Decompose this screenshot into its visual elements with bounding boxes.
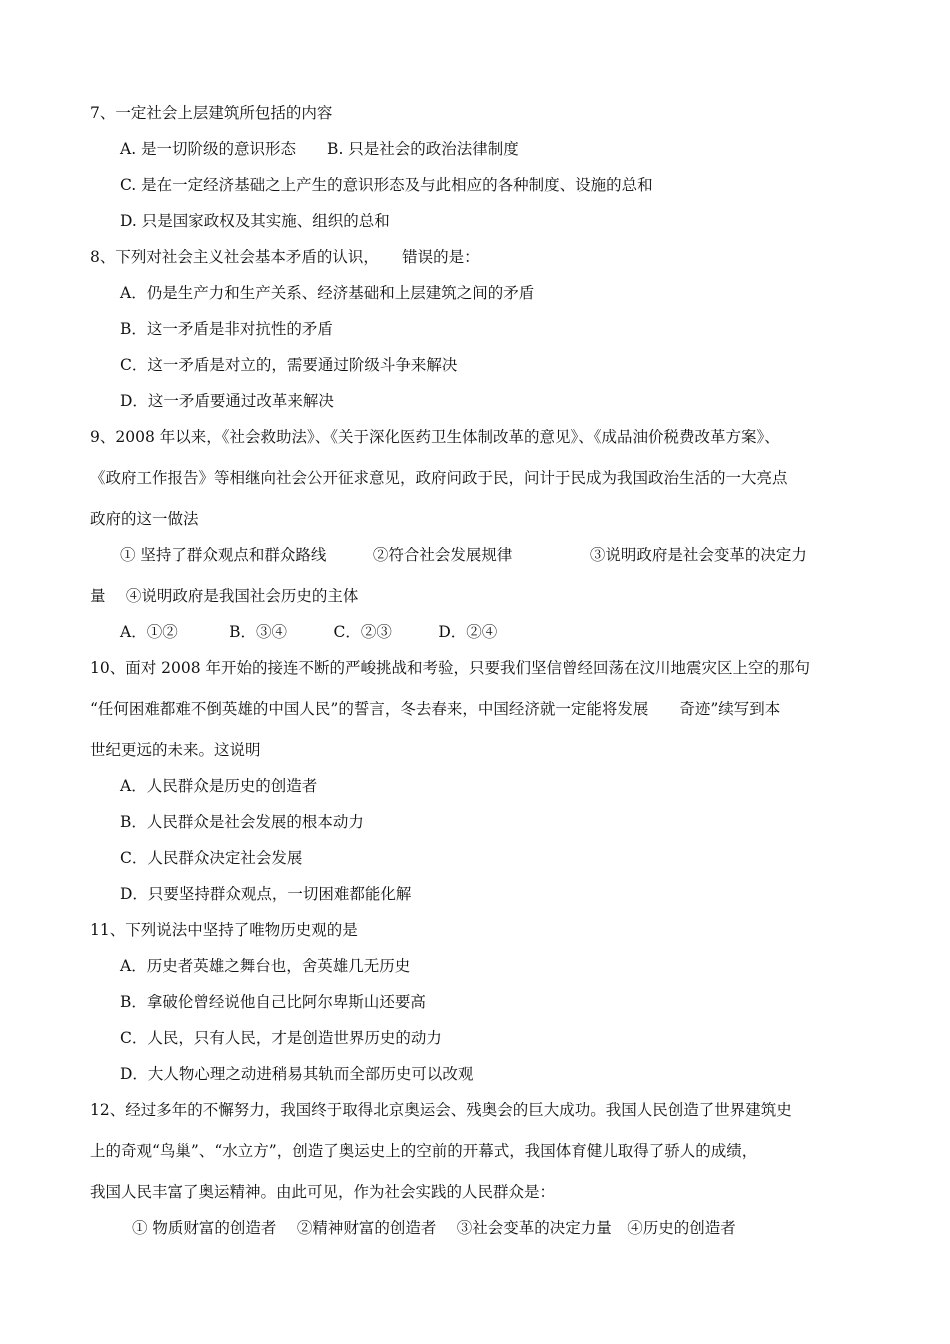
q11-option-a: A．历史者英雄之舞台也，舍英雄几无历史 xyxy=(120,957,411,975)
q10-option-d: D．只要坚持群众观点，一切困难都能化解 xyxy=(120,885,412,903)
q8-option-b: B．这一矛盾是非对抗性的矛盾 xyxy=(120,320,333,338)
q12-stem-line1: 12、经过多年的不懈努力，我国终于取得北京奥运会、残奥会的巨大成功。我国人民创造了世界建筑史 xyxy=(90,1101,792,1119)
q9-answers: A．①② B．③④ C．②③ D．②④ xyxy=(120,623,498,641)
q8-stem: 8、下列对社会主义社会基本矛盾的认识， 错误的是： xyxy=(90,248,480,266)
q12-stem-line3: 我国人民丰富了奥运精神。由此可见，作为社会实践的人民群众是： xyxy=(90,1183,556,1201)
q9-stem-line1: 9、2008 年以来，《社会救助法》、《关于深化医药卫生体制改革的意见》、《成品油价税费改革方案》、 xyxy=(90,428,780,446)
q9-choices-line1: ① 坚持了群众观点和群众路线 ②符合社会发展规律 ③说明政府是社会变革的决定力 xyxy=(120,546,807,564)
q8-option-a: A．仍是生产力和生产关系、经济基础和上层建筑之间的矛盾 xyxy=(120,284,535,302)
q10-stem-line1: 10、面对 2008 年开始的接连不断的严峻挑战和考验，只要我们坚信曾经回荡在汶川地震灾区上空的那句 xyxy=(90,659,811,677)
q10-stem-line2: “任何困难都难不倒英雄的中国人民”的誓言，冬去春来，中国经济就一定能将发展 奇迹”续写到本 xyxy=(90,700,781,718)
q9-choices-line2: 量 ④说明政府是我国社会历史的主体 xyxy=(90,587,359,605)
q11-stem: 11、下列说法中坚持了唯物历史观的是 xyxy=(90,921,358,939)
q7-options-ab: A. 是一切阶级的意识形态 B. 只是社会的政治法律制度 xyxy=(120,140,519,158)
q10-option-b: B．人民群众是社会发展的根本动力 xyxy=(120,813,364,831)
q10-option-c: C．人民群众决定社会发展 xyxy=(120,849,303,867)
q10-option-a: A．人民群众是历史的创造者 xyxy=(120,777,318,795)
q12-stem-line2: 上的奇观“鸟巢”、“水立方”，创造了奥运史上的空前的开幕式，我国体育健儿取得了骄人的成绩， xyxy=(90,1142,758,1160)
q7-stem: 7、一定社会上层建筑所包括的内容 xyxy=(90,104,333,122)
q9-stem-line3: 政府的这一做法 xyxy=(90,510,199,528)
q11-option-c: C．人民，只有人民，才是创造世界历史的动力 xyxy=(120,1029,442,1047)
q7-option-d: D. 只是国家政权及其实施、组织的总和 xyxy=(120,212,390,230)
q11-option-d: D．大人物心理之动进稍易其轨而全部历史可以改观 xyxy=(120,1065,474,1083)
q8-option-d: D．这一矛盾要通过改革来解决 xyxy=(120,392,334,410)
q10-stem-line3: 世纪更远的未来。这说明 xyxy=(90,741,261,759)
q9-stem-line2: 《政府工作报告》等相继向社会公开征求意见，政府问政于民，问计于民成为我国政治生活的一大亮点 xyxy=(90,469,788,487)
q7-option-c: C. 是在一定经济基础之上产生的意识形态及与此相应的各种制度、设施的总和 xyxy=(120,176,653,194)
q8-option-c: C．这一矛盾是对立的，需要通过阶级斗争来解决 xyxy=(120,356,458,374)
q12-choices: ① 物质财富的创造者 ②精神财富的创造者 ③社会变革的决定力量 ④历史的创造者 xyxy=(132,1219,736,1237)
q11-option-b: B．拿破伦曾经说他自己比阿尔卑斯山还要高 xyxy=(120,993,426,1011)
